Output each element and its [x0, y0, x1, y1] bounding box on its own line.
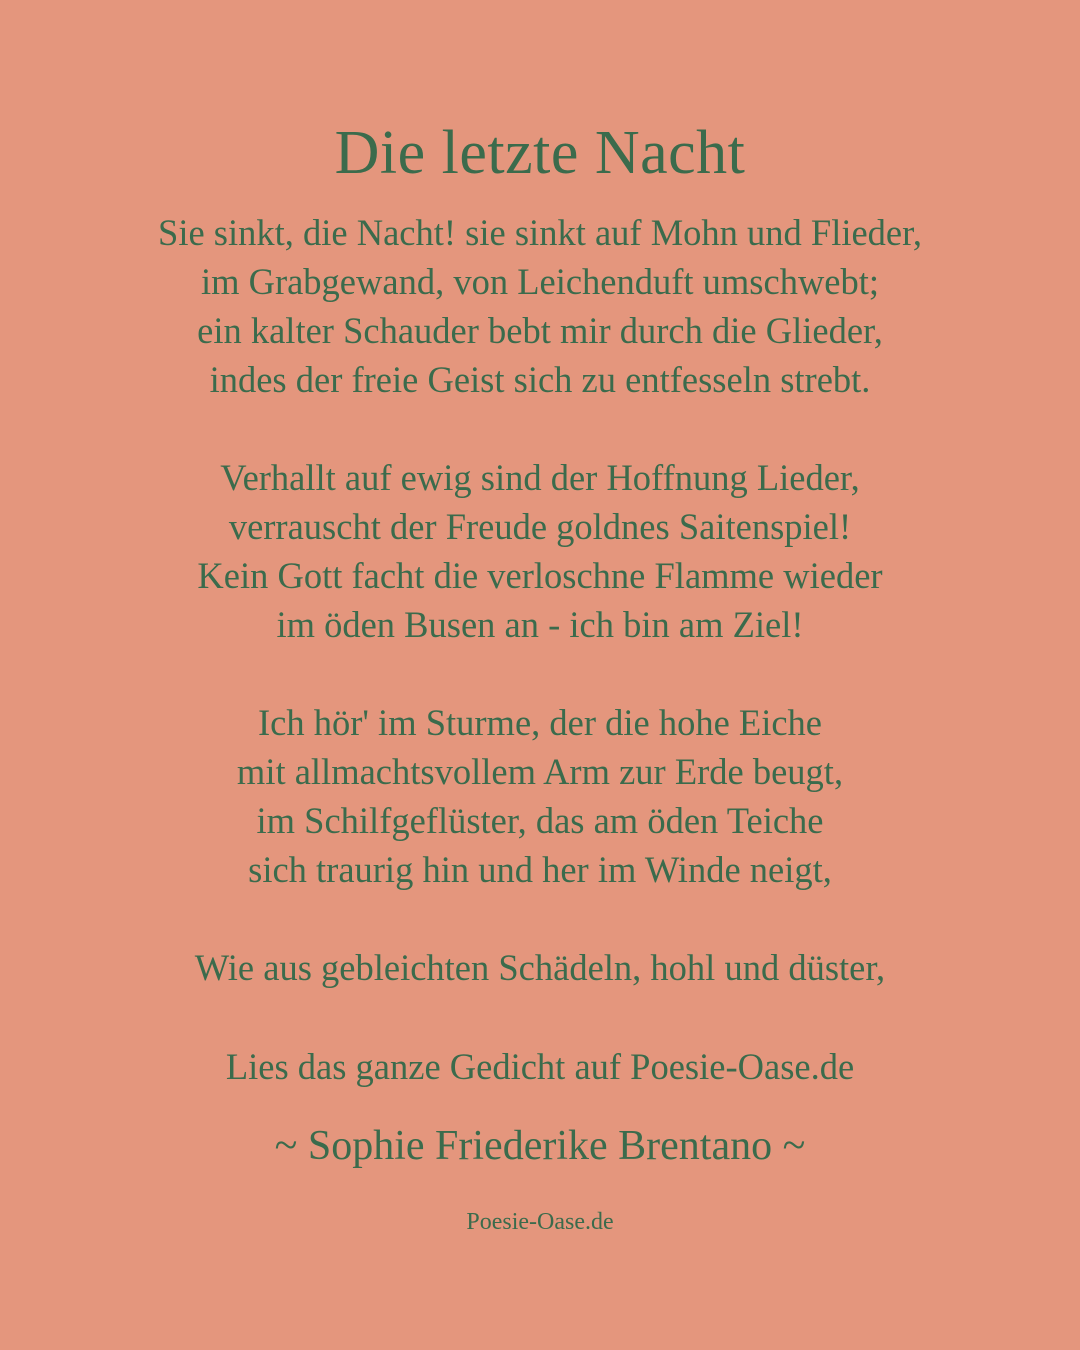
poem-line: Ich hör' im Sturme, der die hohe Eiche — [257, 702, 823, 743]
poem-line: Sie sinkt, die Nacht! sie sinkt auf Mohn und Flieder, — [158, 212, 922, 253]
read-more-text: Lies das ganze Gedicht auf Poesie-Oase.de — [225, 1046, 855, 1087]
stanza-4 — [0, 943, 1080, 992]
poem-line: im Grabgewand, von Leichenduft umschwebt; — [200, 261, 880, 302]
poem-line: Wie aus gebleichten Schädeln, hohl und düster, — [194, 947, 886, 988]
poem-line: im öden Busen an - ich bin am Ziel! — [276, 604, 804, 645]
poem-line: Verhallt auf ewig sind der Hoffnung Lieder, — [220, 457, 860, 498]
stanza-1 — [0, 208, 1080, 404]
poem-line: Kein Gott facht die verloschne Flamme wieder — [197, 555, 883, 596]
poem-author: ~ Sophie Friederike Brentano ~ — [274, 1123, 806, 1169]
stanza-3 — [0, 698, 1080, 894]
site-watermark: Poesie-Oase.de — [466, 1209, 614, 1235]
poem-line: im Schilfgeflüster, das am öden Teiche — [256, 800, 824, 841]
poem-line: ein kalter Schauder bebt mir durch die Glieder, — [197, 310, 883, 351]
poem-body — [0, 208, 1080, 1041]
poem-line: verrauscht der Freude goldnes Saitenspiel! — [228, 506, 852, 547]
poem-line: indes der freie Geist sich zu entfesseln strebt. — [209, 359, 871, 400]
poem-line: sich traurig hin und her im Winde neigt, — [248, 849, 832, 890]
poem-line: mit allmachtsvollem Arm zur Erde beugt, — [236, 751, 844, 792]
poem-title: Die letzte Nacht — [334, 119, 746, 187]
stanza-2 — [0, 453, 1080, 649]
